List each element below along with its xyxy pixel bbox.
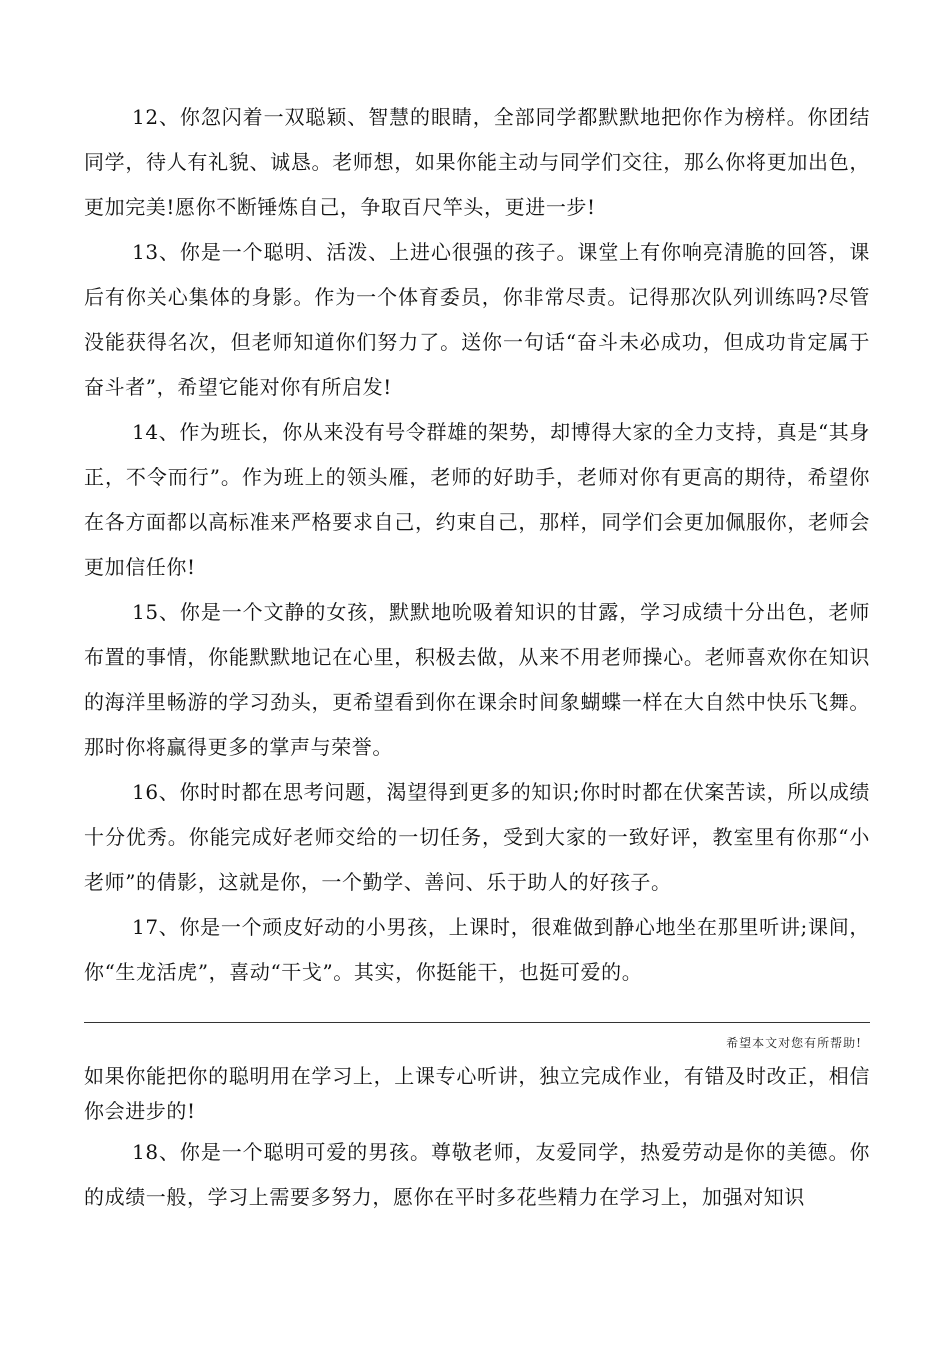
main-text-block: [84, 95, 870, 995]
lower-text-block: [84, 1130, 870, 1220]
paragraph-13: 13、你是一个聪明、活泼、上进心很强的孩子。课堂上有你响亮清脆的回答，课后有你关心集体的身影。作为一个体育委员，你非常尽责。记得那次队列训练吗?尽管没能获得名次，但老师知道你们努力了。送你一句话“奋斗未必成功，但成功肯定属于奋斗者”，希望它能对你有所启发!: [84, 240, 870, 399]
footer-divider: [84, 1022, 870, 1023]
paragraph-12: 12、你忽闪着一双聪颖、智慧的眼睛，全部同学都默默地把你作为榜样。你团结同学，待人有礼貌、诚恳。老师想，如果你能主动与同学们交往，那么你将更加出色，更加完美!愿你不断锤炼自己，争取百尺竿头，更进一步!: [84, 105, 870, 219]
paragraph-17-continuation: 如果你能把你的聪明用在学习上，上课专心听讲，独立完成作业，有错及时改正，相信你会进步的!: [84, 1064, 870, 1123]
paragraph-16: 16、你时时都在思考问题，渴望得到更多的知识;你时时都在伏案苦读，所以成绩十分优秀。你能完成好老师交给的一切任务，受到大家的一致好评，教室里有你那“小老师”的倩影，这就是你，一个勤学、善问、乐于助人的好孩子。: [84, 780, 870, 894]
paragraph-14: 14、作为班长，你从来没有号令群雄的架势，却博得大家的全力支持，真是“其身正，不令而行”。作为班上的领头雁，老师的好助手，老师对你有更高的期待，希望你在各方面都以高标准来严格要求自己，约束自己，那样，同学们会更加佩服你，老师会更加信任你!: [84, 420, 870, 579]
paragraph-15: 15、你是一个文静的女孩，默默地吮吸着知识的甘露，学习成绩十分出色，老师布置的事情，你能默默地记在心里，积极去做，从来不用老师操心。老师喜欢你在知识的海洋里畅游的学习劲头，更希望看到你在课余时间象蝴蝶一样在大自然中快乐飞舞。那时你将赢得更多的掌声与荣誉。: [84, 600, 870, 759]
paragraph-17: 17、你是一个顽皮好动的小男孩，上课时，很难做到静心地坐在那里听讲;课间，你“生龙活虎”，喜动“干戈”。其实，你挺能干，也挺可爱的。: [84, 915, 870, 984]
footer-note: 希望本文对您有所帮助!: [726, 1036, 862, 1050]
continuation-block: [84, 1059, 870, 1129]
paragraph-18: 18、你是一个聪明可爱的男孩。尊敬老师，友爱同学，热爱劳动是你的美德。你的成绩一般，学习上需要多努力，愿你在平时多花些精力在学习上，加强对知识: [84, 1140, 870, 1209]
